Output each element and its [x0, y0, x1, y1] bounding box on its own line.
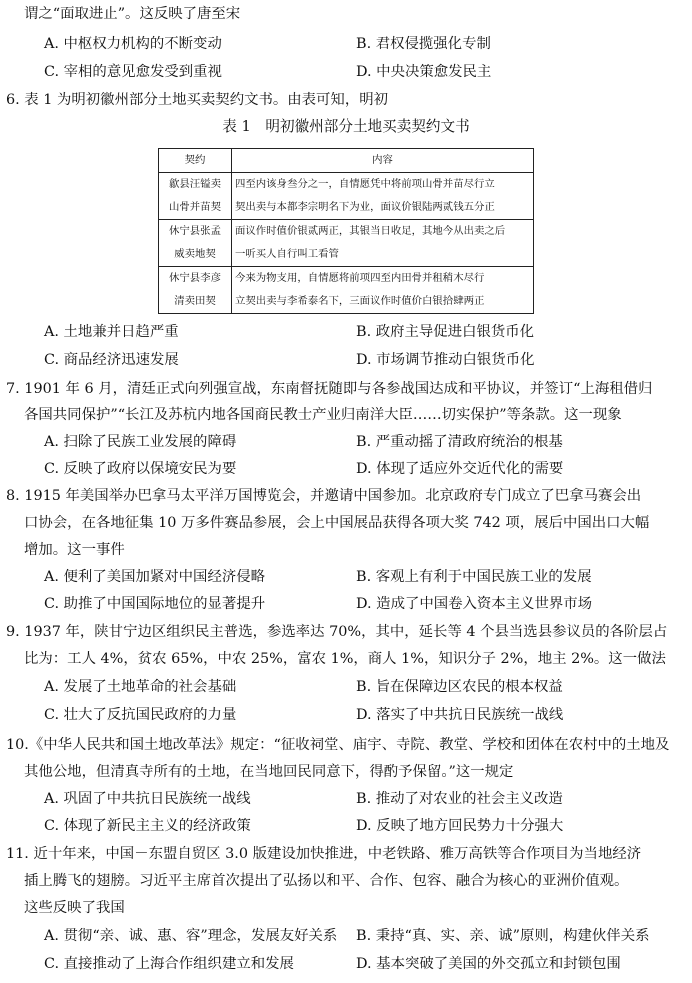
q8-stem-line: 增加。这一事件: [24, 542, 125, 558]
land-deeds-table: [158, 148, 534, 314]
q7-stem-line: 7. 1901 年 6 月，清廷正式向列强宣战，东南督抚随即与各参战国达成和平协议，并签订“上海租借归: [6, 381, 653, 397]
deed-name-line: 歙县汪镒卖: [169, 178, 221, 190]
table-row: [159, 267, 534, 314]
q9-stem-line: 比为：工人 4%，贫农 65%，中农 25%，富农 1%，商人 1%，知识分子 2%，地主 2%。这一做法: [24, 651, 666, 667]
q10-stem-line: 其他公地，但清真寺所有的土地，在当地回民同意下，得酌予保留。”这一规定: [24, 764, 514, 780]
q6-option-b[interactable]: B. 政府主导促进白银货币化: [356, 324, 535, 340]
q7-option-d[interactable]: D. 体现了适应外交近代化的需要: [356, 461, 564, 477]
q10-option-b[interactable]: B. 推动了对农业的社会主义改造: [356, 791, 563, 807]
q6-option-d[interactable]: D. 市场调节推动白银货币化: [356, 352, 535, 368]
q5-option-d[interactable]: D. 中央决策愈发民主: [356, 64, 492, 80]
deed-content-cell: [232, 267, 534, 314]
q7-option-a[interactable]: A. 扫除了民族工业发展的障碍: [44, 434, 237, 450]
q5-stem-tail: 谓之“面取进止”。这反映了唐至宋: [24, 6, 241, 22]
q7-option-c[interactable]: C. 反映了政府以保境安民为要: [44, 461, 237, 477]
q6-stem: 6. 表 1 为明初徽州部分土地买卖契约文书。由表可知，明初: [6, 92, 388, 108]
deed-content-cell: [232, 220, 534, 267]
q8-option-a[interactable]: A. 便利了美国加紧对中国经济侵略: [44, 569, 266, 585]
table-caption: 表 1 明初徽州部分土地买卖契约文书: [222, 118, 470, 135]
table-row: [159, 220, 534, 267]
deed-name-line: 山骨并苗契: [169, 201, 221, 213]
q9-option-d[interactable]: D. 落实了中共抗日民族统一战线: [356, 707, 564, 723]
q5-option-c[interactable]: C. 宰相的意见愈发受到重视: [44, 64, 222, 80]
q11-option-c[interactable]: C. 直接推动了上海合作组织建立和发展: [44, 956, 294, 972]
deed-content-line: 契出卖与本都李宗明名下为业，面议价银陆两贰钱五分正: [235, 201, 495, 213]
q6-option-a[interactable]: A. 土地兼并日趋严重: [44, 324, 179, 340]
q10-stem-line: 10.《中华人民共和国土地改革法》规定：“征收祠堂、庙宇、寺院、教堂、学校和团体在农村中的土地及: [6, 737, 670, 753]
q9-option-c[interactable]: C. 壮大了反抗国民政府的力量: [44, 707, 237, 723]
deed-content-line: 一听买人自行叫工看管: [235, 248, 339, 260]
q8-stem-line: 8. 1915 年美国举办巴拿马太平洋万国博览会，并邀请中国参加。北京政府专门成立了巴拿马赛会出: [6, 488, 642, 504]
q8-option-b[interactable]: B. 客观上有利于中国民族工业的发展: [356, 569, 592, 585]
q6-option-c[interactable]: C. 商品经济迅速发展: [44, 352, 179, 368]
q5-option-b[interactable]: B. 君权侵揽强化专制: [356, 36, 491, 52]
q11-option-b[interactable]: B. 秉持“真、实、亲、诚”原则，构建伙伴关系: [356, 928, 650, 944]
deed-name-cell: [159, 220, 232, 267]
q7-option-b[interactable]: B. 严重动摇了清政府统治的根基: [356, 434, 563, 450]
deed-content-line: 今来为物支用，自情愿将前项四至内田骨并租稍木尽行: [235, 272, 485, 284]
header-content: 内容: [232, 149, 534, 173]
q9-stem-line: 9. 1937 年，陕甘宁边区组织民主普选，参选率达 70%，其中，延长等 4 个县当选县参议员的各阶层占: [6, 624, 668, 640]
deed-content-cell: [232, 173, 534, 220]
header-deed: 契约: [159, 149, 232, 173]
q11-stem-line: 插上腾飞的翅膀。习近平主席首次提出了弘扬以和平、合作、包容、融合为核心的亚洲价值观。: [24, 873, 629, 889]
deed-content-line: 面议作时值价银贰两正，其银当日收足，其地今从出卖之后: [235, 225, 506, 237]
table-row: [159, 173, 534, 220]
q8-option-c[interactable]: C. 助推了中国国际地位的显著提升: [44, 596, 266, 612]
deed-name-line: 威卖地契: [174, 248, 216, 260]
deed-name-line: 休宁县李彦: [169, 272, 221, 284]
q8-stem-line: 口协会，在各地征集 10 万多件赛品参展，会上中国展品获得各项大奖 742 项，展后中国出口大幅: [24, 515, 650, 531]
deed-content-line: 四至内该身叁分之一，自情愿凭中将前项山骨并苗尽行立: [235, 178, 495, 190]
q7-stem-line: 各国共同保护”“长江及苏杭内地各国商民教士产业归南洋大臣……切实保护”等条款。这一现象: [24, 407, 622, 423]
q10-option-c[interactable]: C. 体现了新民主主义的经济政策: [44, 818, 251, 834]
q5-option-a[interactable]: A. 中枢权力机构的不断变动: [44, 36, 222, 52]
deed-name-cell: [159, 267, 232, 314]
table-header-row: [159, 149, 534, 173]
q11-option-d[interactable]: D. 基本突破了美国的外交孤立和封锁包围: [356, 956, 621, 972]
q11-stem-line: 11. 近十年来，中国－东盟自贸区 3.0 版建设加快推进，中老铁路、雅万高铁等合作项目为当地经济: [6, 846, 642, 862]
q11-option-a[interactable]: A. 贯彻“亲、诚、惠、容”理念，发展友好关系: [44, 928, 338, 944]
deed-name-cell: [159, 173, 232, 220]
deed-content-line: 立契出卖与李希泰名下，三面议作时值价白银拾肆两正: [235, 295, 485, 307]
q9-option-b[interactable]: B. 旨在保障边区农民的根本权益: [356, 679, 563, 695]
q9-option-a[interactable]: A. 发展了土地革命的社会基础: [44, 679, 237, 695]
q10-option-d[interactable]: D. 反映了地方回民势力十分强大: [356, 818, 564, 834]
q10-option-a[interactable]: A. 巩固了中共抗日民族统一战线: [44, 791, 251, 807]
q8-option-d[interactable]: D. 造成了中国卷入资本主义世界市场: [356, 596, 593, 612]
deed-name-line: 休宁县张孟: [169, 225, 221, 237]
deed-name-line: 清卖田契: [174, 295, 216, 307]
q11-stem-line: 这些反映了我国: [24, 900, 125, 916]
